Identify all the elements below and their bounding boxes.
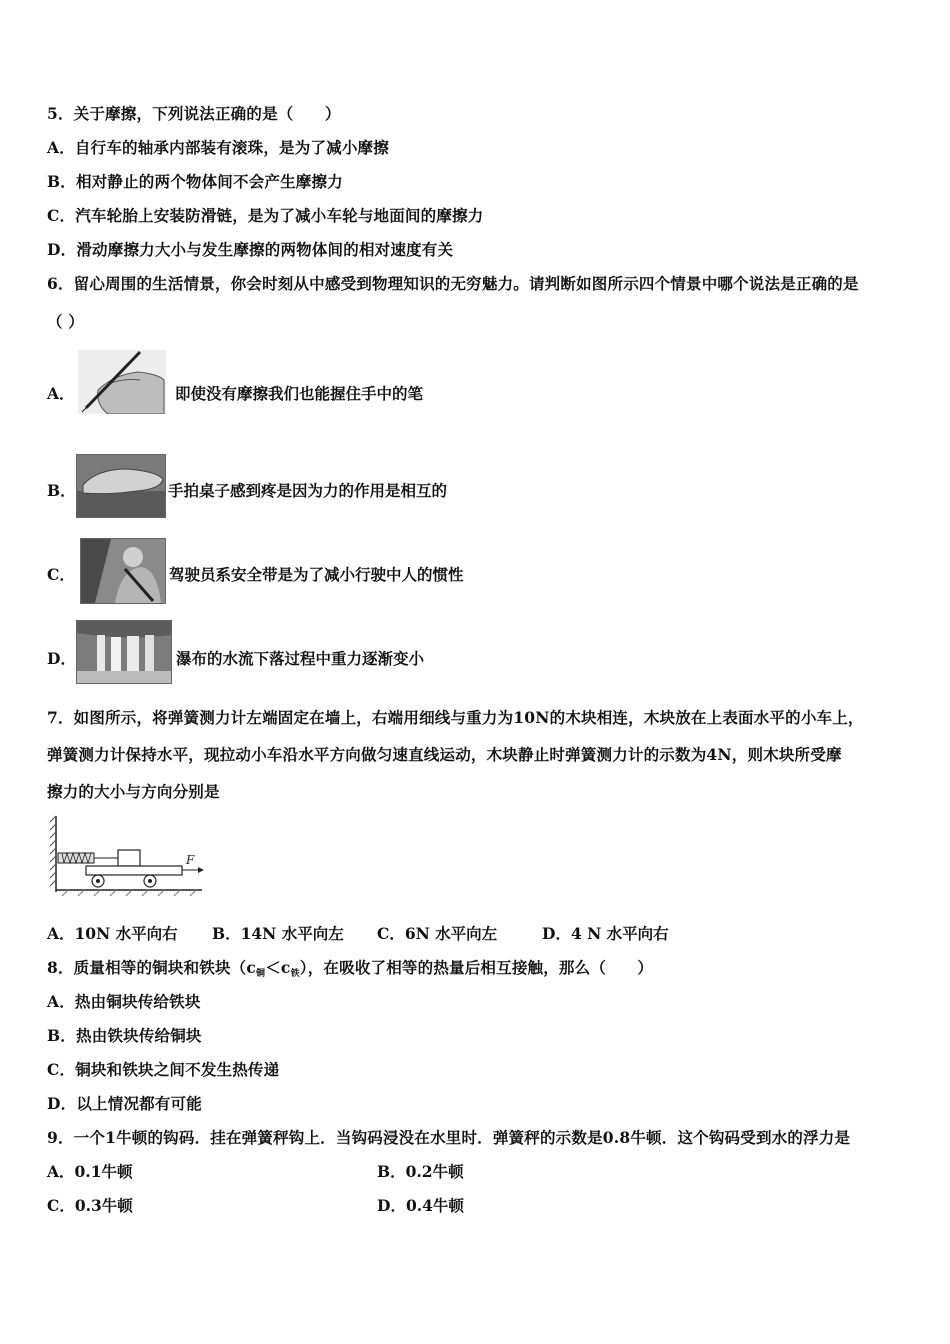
q6-option-a-label: A． <box>47 384 75 403</box>
q7-stem-line2: 弹簧测力计保持水平，现拉动小车沿水平方向做匀速直线运动，木块静止时弹簧测力计的示数为4N，则木块所受摩 <box>47 745 842 764</box>
q9-option-d: D．0.4牛顿 <box>377 1196 464 1215</box>
force-label: F <box>186 853 195 867</box>
q7-option-c: C．6N 水平向左 <box>377 924 498 943</box>
q7-option-b: B．14N 水平向左 <box>212 924 344 943</box>
q6-option-d-label: D． <box>47 649 76 668</box>
q7-stem-line1: 7．如图所示，将弹簧测力计左端固定在墙上，右端用细线与重力为10N的木块相连，木块放在上表面水平的小车上， <box>47 708 864 727</box>
q6-option-d-text: 瀑布的水流下落过程中重力逐渐变小 <box>176 649 425 668</box>
q7-option-d: D．4 N 水平向右 <box>542 924 669 943</box>
q8-stem-mid: ＜c <box>265 958 291 977</box>
q5-option-c: C．汽车轮胎上安装防滑链，是为了减小车轮与地面间的摩擦力 <box>47 206 484 225</box>
q5-stem: 5．关于摩擦，下列说法正确的是（ ） <box>47 104 341 123</box>
q9-option-a: A．0.1牛顿 <box>47 1162 133 1181</box>
q6-option-a-text: 即使没有摩擦我们也能握住手中的笔 <box>175 384 424 403</box>
q6-option-b-label: B． <box>47 481 76 500</box>
hand-on-table-image <box>76 454 166 518</box>
q8-option-c: C．铜块和铁块之间不发生热传递 <box>47 1060 280 1079</box>
q5-option-a: A．自行车的轴承内部装有滚珠，是为了减小摩擦 <box>47 138 389 157</box>
q6-option-c-label: C． <box>47 565 75 584</box>
q8-stem-pre: 8．质量相等的铜块和铁块（c <box>47 958 257 977</box>
q6-option-b-text: 手拍桌子感到疼是因为力的作用是相互的 <box>168 481 448 500</box>
q6-stem-paren: （ ） <box>47 312 84 331</box>
q8-sub-copper: 铜 <box>256 969 266 979</box>
q9-option-c: C．0.3牛顿 <box>47 1196 133 1215</box>
spring-cart-figure <box>50 814 206 896</box>
driver-seatbelt-image <box>80 538 166 604</box>
q7-option-a: A．10N 水平向右 <box>47 924 178 943</box>
q8-option-d: D．以上情况都有可能 <box>47 1094 202 1113</box>
q6-option-c-text: 驾驶员系安全带是为了减小行驶中人的惯性 <box>169 565 464 584</box>
q8-stem-post: ），在吸收了相等的热量后相互接触，那么（ ） <box>299 958 654 977</box>
waterfall-image <box>76 620 172 684</box>
q7-stem-line3: 擦力的大小与方向分别是 <box>47 782 220 801</box>
q5-option-b: B．相对静止的两个物体间不会产生摩擦力 <box>47 172 343 191</box>
q9-option-b: B．0.2牛顿 <box>377 1162 464 1181</box>
q8-option-a: A．热由铜块传给铁块 <box>47 992 201 1011</box>
hand-holding-pen-image <box>78 350 166 414</box>
q8-stem <box>47 956 653 979</box>
q8-sub-iron: 铁 <box>290 969 300 979</box>
q8-option-b: B．热由铁块传给铜块 <box>47 1026 202 1045</box>
q6-stem: 6．留心周围的生活情景，你会时刻从中感受到物理知识的无穷魅力。请判断如图所示四个情景中哪个说法是正确的是 <box>47 274 859 293</box>
q9-stem: 9．一个1牛顿的钩码．挂在弹簧秤钩上．当钩码浸没在水里时．弹簧秤的示数是0.8牛顿．这个钩码受到水的浮力是 <box>47 1128 851 1147</box>
q5-option-d: D．滑动摩擦力大小与发生摩擦的两物体间的相对速度有关 <box>47 240 454 259</box>
